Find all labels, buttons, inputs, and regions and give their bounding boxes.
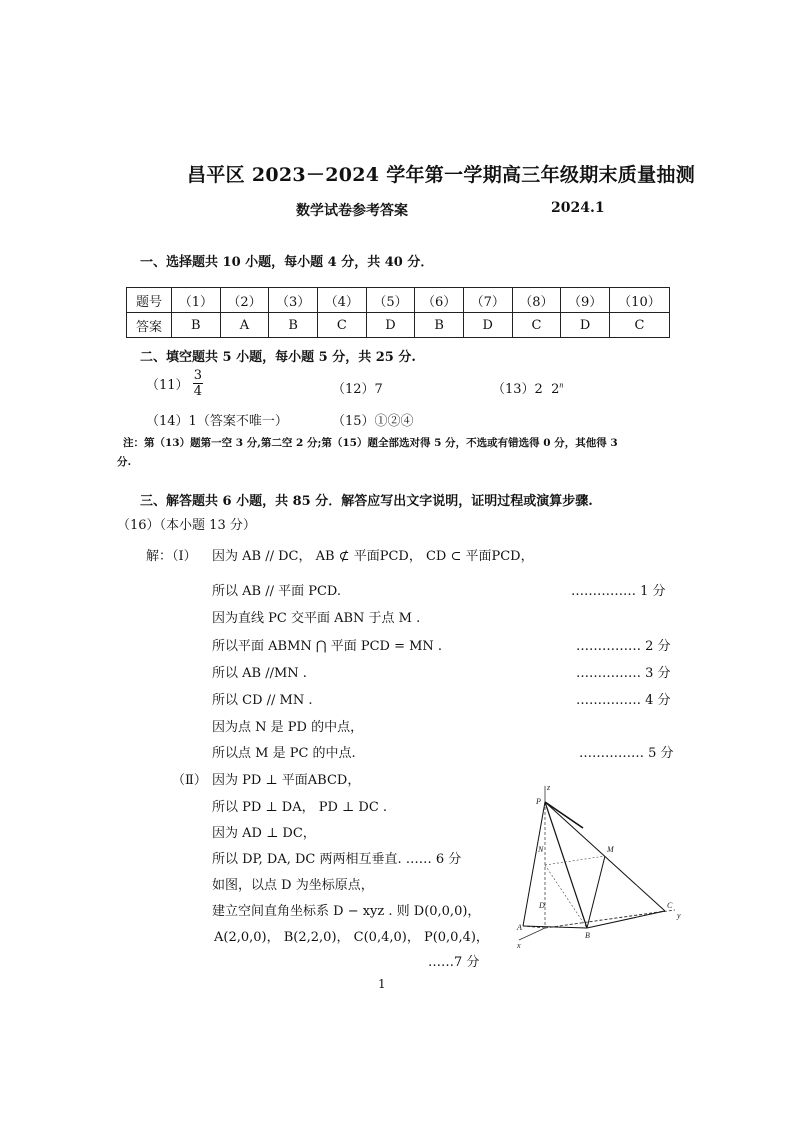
score-mark: ……7 分 xyxy=(428,955,480,970)
page-subtitle: 数学试卷参考答案 xyxy=(296,203,408,219)
edge-nm xyxy=(545,856,605,865)
score-mark: …………… 3 分 xyxy=(576,666,671,681)
label-z: z xyxy=(547,783,551,792)
edge-bc xyxy=(587,911,665,928)
solution-line: 建立空间直角坐标系 D − xyz . 则 D(0,0,0)， xyxy=(212,904,481,919)
table-row xyxy=(127,313,670,338)
label-p: P xyxy=(536,797,541,806)
label-c: C xyxy=(667,901,673,910)
solution-line: 所以 DP, DA, DC 两两相互垂直. …… 6 分 xyxy=(212,852,462,867)
label-y: y xyxy=(677,911,681,920)
solution-line: 因为 AD ⊥ DC， xyxy=(212,826,316,841)
answer-cell: D xyxy=(366,313,415,338)
answer-cell: C xyxy=(512,313,561,338)
edge-dc xyxy=(545,911,665,928)
table-row xyxy=(127,288,670,313)
fraction-three-quarters xyxy=(193,368,203,399)
answer-cell: B xyxy=(269,313,318,338)
edge-nb xyxy=(545,865,587,928)
label-x: x xyxy=(517,941,521,950)
question-number: （8） xyxy=(512,288,561,313)
label-d: D xyxy=(539,901,545,910)
question-number: （7） xyxy=(463,288,512,313)
answer-cell: C xyxy=(317,313,366,338)
label-a: A xyxy=(517,923,522,932)
question-number: （3） xyxy=(269,288,318,313)
question-number: （6） xyxy=(415,288,464,313)
question-number: （5） xyxy=(366,288,415,313)
answer-13-expr: 2 xyxy=(551,382,560,397)
solution-line: 所以 AB //MN . xyxy=(212,666,307,681)
edge-bm xyxy=(587,856,605,928)
answer-14: （14）1（答案不唯一） xyxy=(146,414,288,429)
solution-line: A(2,0,0)， B(2,2,0)， C(0,4,0)， P(0,0,4)， xyxy=(214,930,489,945)
exam-date: 2024.1 xyxy=(551,200,605,216)
solution-line: 因为点 N 是 PD 的中点， xyxy=(212,720,364,735)
question-number: （4） xyxy=(317,288,366,313)
answer-13-label: （13）2 xyxy=(492,382,543,397)
row-label: 答案 xyxy=(127,313,172,338)
answer-13-exponent: n xyxy=(559,380,564,390)
label-b: B xyxy=(585,931,590,940)
answer-cell: D xyxy=(561,313,610,338)
question16-label: （16）（本小题 13 分） xyxy=(117,518,256,533)
score-mark: …………… 1 分 xyxy=(571,584,666,599)
answer-11-label: （11） xyxy=(146,378,189,393)
answer-cell: C xyxy=(609,313,669,338)
edge-highlight xyxy=(545,802,583,828)
page-title: 昌平区 2023－2024 学年第一学期高三年级期末质量抽测 xyxy=(187,164,695,186)
solution-line: 所以 PD ⊥ DA， PD ⊥ DC . xyxy=(212,800,388,815)
solution-line: 因为直线 PC 交平面 ABN 于点 M . xyxy=(212,611,421,626)
answer-13 xyxy=(492,378,563,397)
question-number: （2） xyxy=(220,288,269,313)
score-mark: …………… 5 分 xyxy=(579,746,674,761)
answer-11 xyxy=(146,368,203,399)
page-number: 1 xyxy=(378,977,386,991)
solution-line: 因为 AB // DC， AB ⊄ 平面PCD， CD ⊂ 平面PCD， xyxy=(212,549,534,564)
label-n: N xyxy=(538,845,544,854)
solution-line: 所以点 M 是 PC 的中点. xyxy=(212,746,356,761)
score-mark: …………… 4 分 xyxy=(576,693,671,708)
row-label: 题号 xyxy=(127,288,172,313)
section1-heading: 一、选择题共 10 小题，每小题 4 分，共 40 分． xyxy=(140,255,434,270)
fraction-numerator: 3 xyxy=(193,368,202,383)
question-number: （9） xyxy=(561,288,610,313)
question-number: （10） xyxy=(609,288,669,313)
answer-table xyxy=(126,287,670,338)
solution-label: 解：（Ⅰ） xyxy=(146,549,197,564)
section2-heading: 二、填空题共 5 小题，每小题 5 分，共 25 分. xyxy=(140,350,416,365)
x-axis xyxy=(519,928,545,940)
answer-cell: B xyxy=(415,313,464,338)
scoring-note-line1: 注：第（13）题第一空 3 分,第二空 2 分;第（15）题全部选对得 5 分，不选或有错选得 0 分，其他得 3 xyxy=(123,437,618,449)
question-number: （1） xyxy=(172,288,221,313)
solution-line: 如图，以点 D 为坐标原点， xyxy=(212,878,374,893)
answer-cell: A xyxy=(220,313,269,338)
solution-line: 所以 AB // 平面 PCD. xyxy=(212,584,342,599)
section3-heading: 三、解答题共 6 小题，共 85 分．解答应写出文字说明，证明过程或演算步骤. xyxy=(140,494,593,509)
answer-12: （12）7 xyxy=(332,382,383,397)
solution-line: 因为 PD ⊥ 平面ABCD， xyxy=(212,773,361,788)
solution-line: 所以 CD // MN . xyxy=(212,693,313,708)
label-m: M xyxy=(607,845,614,854)
scoring-note-line2: 分. xyxy=(117,456,132,468)
solution-line: 所以平面 ABMN ⋂ 平面 PCD = MN . xyxy=(212,639,443,654)
score-mark: …………… 2 分 xyxy=(576,639,671,654)
answer-15: （15）①②④ xyxy=(332,414,414,429)
answer-cell: D xyxy=(463,313,512,338)
fraction-denominator: 4 xyxy=(193,384,202,399)
part2-label: （Ⅱ） xyxy=(172,773,207,788)
answer-cell: B xyxy=(172,313,221,338)
pyramid-figure xyxy=(505,778,695,953)
